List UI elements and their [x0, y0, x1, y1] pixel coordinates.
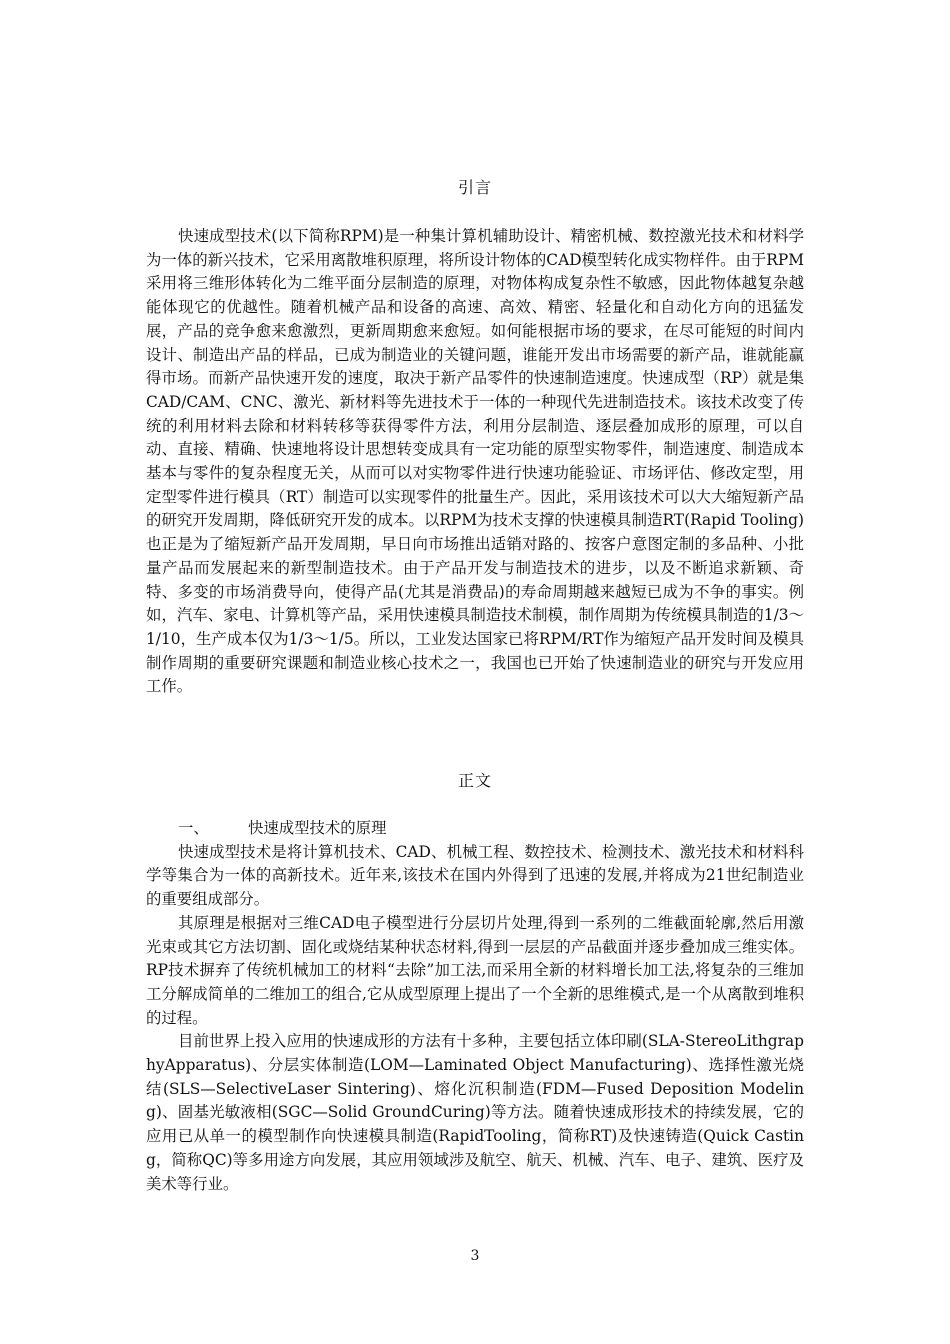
page-number: 3 [470, 1248, 480, 1264]
body-paragraph: 目前世界上投入应用的快速成形的方法有十多种，主要包括立体印刷(SLA-StereoLithgraphyApparatus)、分层实体制造(LOM—Laminated Object Manufacturing)、选择性激光烧结(SLS—SelectiveLaser Sintering)、熔化沉积制造(FDM—Fused Deposition Modeling)、固基光敏液相(SGC—Solid GroundCuring)等方法。随着快速成形技术的持续发展，它的应用已从单一的模型制作向快速模具制造(RapidTooling，简称RT)及快速铸造(Quick Casting，简称QC)等多用途方向发展，其应用领域涉及航空、航天、机械、汽车、电子、建筑、医疗及美术等行业。 [146, 1032, 804, 1193]
section-number: 一、 [178, 819, 209, 837]
main-section [146, 817, 804, 1196]
intro-section [146, 225, 804, 699]
intro-paragraph: 快速成型技术(以下简称RPM)是一种集计算机辅助设计、精密机械、数控激光技术和材料学为一体的新兴技术，它采用离散堆积原理，将所设计物体的CAD模型转化成实物样件。由于RPM采用将三维形体转化为二维平面分层制造的原理，对物体构成复杂性不敏感，因此物体越复杂越能体现它的优越性。随着机械产品和设备的高速、高效、精密、轻量化和自动化方向的迅猛发展，产品的竞争愈来愈激烈，更新周期愈来愈短。如何能根据市场的要求，在尽可能短的时间内设计、制造出产品的样品，已成为制造业的关键问题，谁能开发出市场需要的新产品，谁就能赢得市场。而新产品快速开发的速度，取决于新产品零件的快速制造速度。快速成型（RP）就是集CAD/CAM、CNC、激光、新材料等先进技术于一体的一种现代先进制造技术。该技术改变了传统的利用材料去除和材料转移等获得零件方法，利用分层制造、逐层叠加成形的原理，可以自动、直接、精确、快速地将设计思想转变成具有一定功能的原型实物零件，制造速度、制造成本基本与零件的复杂程度无关，从而可以对实物零件进行快速功能验证、市场评估、修改定型，用定型零件进行模具（RT）制造可以实现零件的批量生产。因此，采用该技术可以大大缩短新产品的研究开发周期，降低研究开发的成本。以RPM为技术支撑的快速模具制造RT(Rapid Tooling)也正是为了缩短新产品开发周期，早日向市场推出适销对路的、按客户意图定制的多品种、小批量产品而发展起来的新型制造技术。由于产品开发与制造技术的进步，以及不断追求新颖、奇特、多变的市场消费导向，使得产品(尤其是消费品)的寿命周期越来越短已成为不争的事实。例如，汽车、家电、计算机等产品，采用快速模具制造技术制模，制作周期为传统模具制造的1/3～1/10，生产成本仅为1/3～1/5。所以，工业发达国家已将RPM/RT作为缩短产品开发时间及模具制作周期的重要研究课题和制造业核心技术之一，我国也已开始了快速制造业的研究与开发应用工作。 [146, 227, 804, 696]
main-heading: 正文 [457, 771, 492, 790]
body-paragraph: 快速成型技术是将计算机技术、CAD、机械工程、数控技术、检测技术、激光技术和材料科学等集合为一体的高新技术。近年来,该技术在国内外得到了迅速的发展,并将成为21世纪制造业的重要组成部分。 [146, 842, 804, 909]
body-paragraph: 其原理是根据对三维CAD电子模型进行分层切片处理,得到一系列的二维截面轮廓,然后用激光束或其它方法切割、固化或烧结某种状态材料,得到一层层的产品截面并逐步叠加成三维实体。RP技术摒弃了传统机械加工的材料“去除”加工法,而采用全新的材料增长加工法,将复杂的三维加工分解成简单的二维加工的组合,它从成型原理上提出了一个全新的思维模式,是一个从离散到堆积的过程。 [146, 913, 804, 1027]
intro-heading: 引言 [457, 178, 492, 197]
section-title-text: 快速成型技术的原理 [247, 819, 387, 837]
section-title [146, 817, 804, 841]
